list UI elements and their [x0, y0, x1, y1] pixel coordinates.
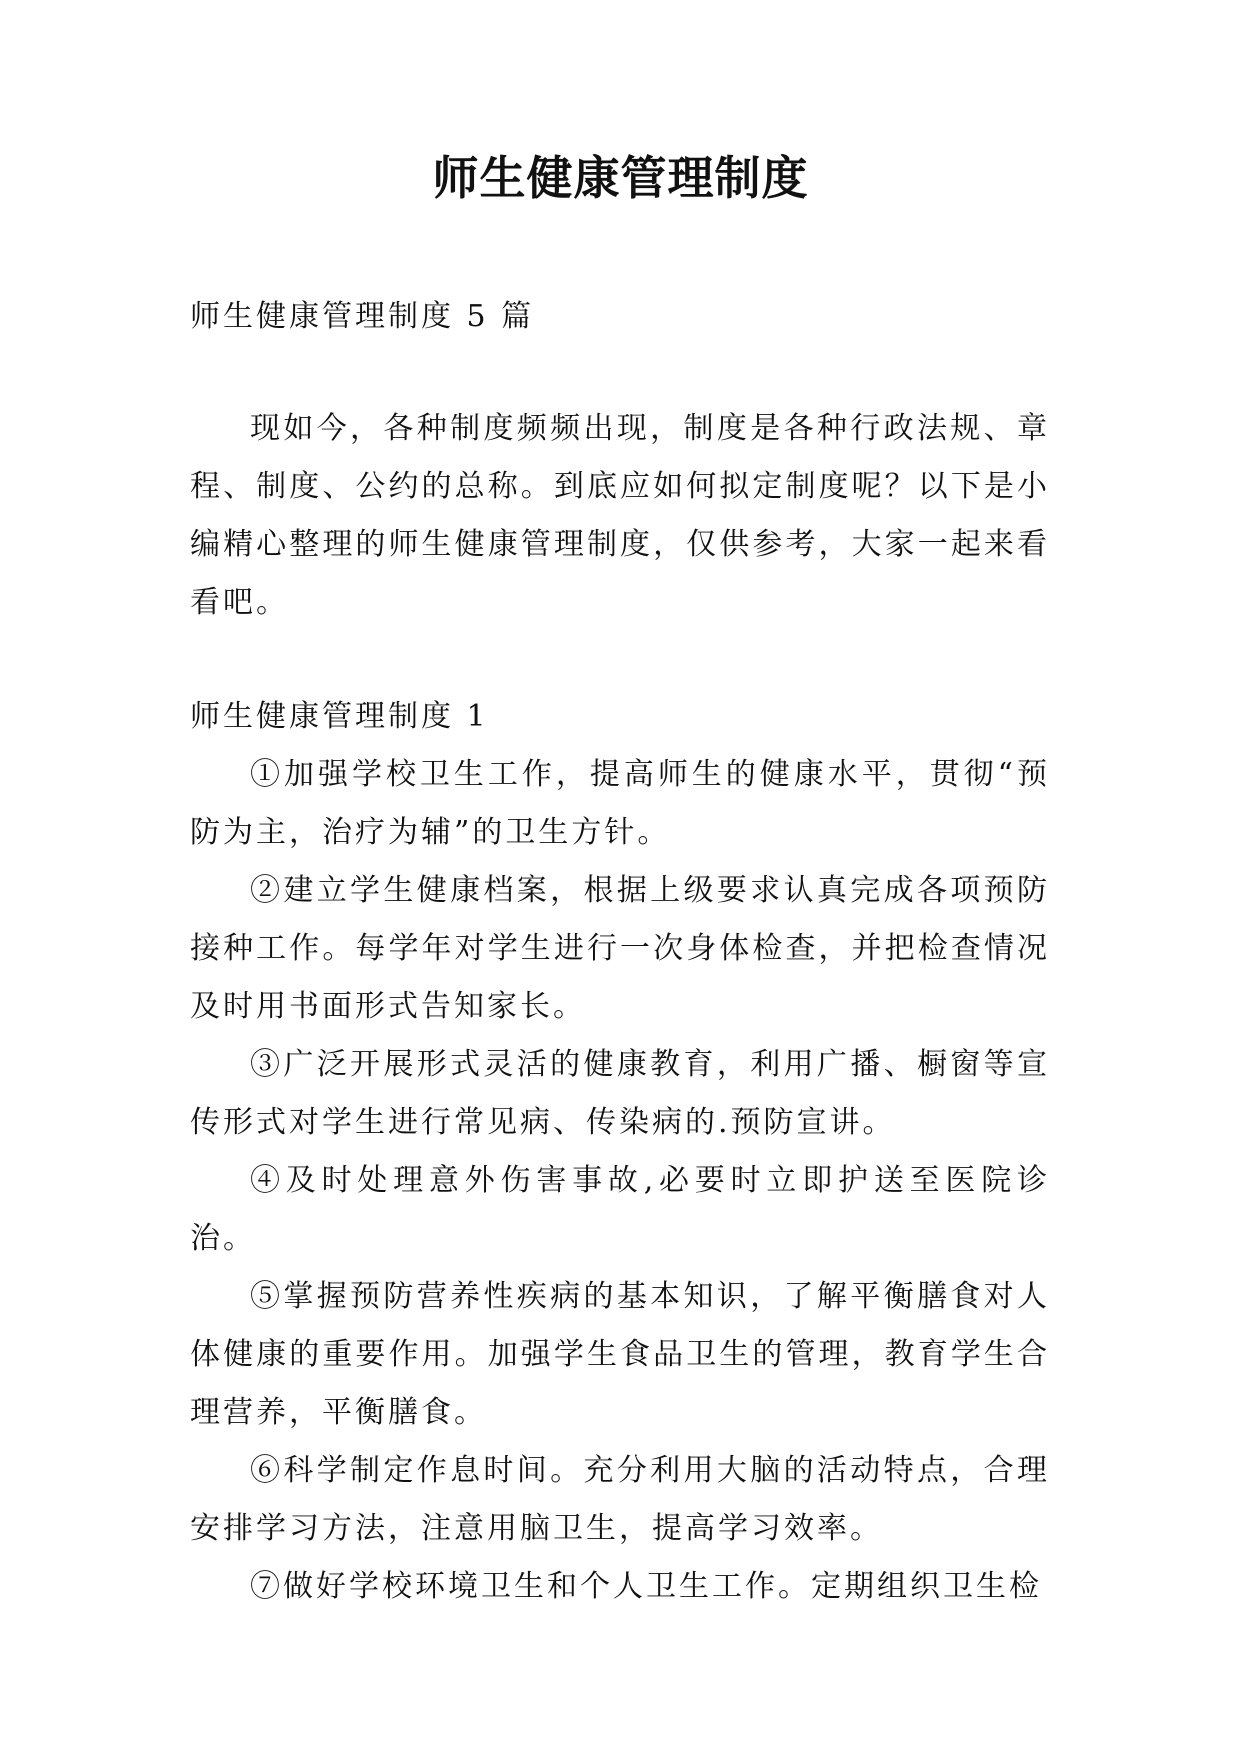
- document-subtitle: [190, 288, 1050, 346]
- list-item: ①加强学校卫生工作，提高师生的健康水平，贯彻“预防为主，治疗为辅”的卫生方针。: [190, 757, 1050, 850]
- section-heading: 师生健康管理制度 1: [190, 699, 489, 734]
- list-item: ⑤掌握预防营养性疾病的基本知识，了解平衡膳食对人体健康的重要作用。加强学生食品卫生的管理，教育学生合理营养，平衡膳食。: [190, 1279, 1050, 1430]
- list-item: ⑥科学制定作息时间。充分利用大脑的活动特点，合理安排学习方法，注意用脑卫生，提高学习效率。: [190, 1453, 1050, 1546]
- list-item: ⑦做好学校环境卫生和个人卫生工作。定期组织卫生检: [250, 1569, 1042, 1604]
- list-item: ②建立学生健康档案，根据上级要求认真完成各项预防接种工作。每学年对学生进行一次身体检查，并把检查情况及时用书面形式告知家长。: [190, 873, 1050, 1024]
- subtitle-text: 师生健康管理制度 5 篇: [190, 299, 535, 334]
- list-item: ③广泛开展形式灵活的健康教育，利用广播、橱窗等宣传形式对学生进行常见病、传染病的.预防宣讲。: [190, 1047, 1050, 1140]
- list-item: ④及时处理意外伤害事故,必要时立即护送至医院诊治。: [190, 1163, 1050, 1256]
- section-1: [190, 688, 1050, 1616]
- intro-paragraph: 现如今，各种制度频频出现，制度是各种行政法规、章程、制度、公约的总称。到底应如何拟定制度呢？以下是小编精心整理的师生健康管理制度，仅供参考，大家一起来看看吧。: [190, 411, 1050, 620]
- document-title: 师生健康管理制度: [432, 151, 809, 205]
- intro-paragraph-block: [190, 400, 1050, 632]
